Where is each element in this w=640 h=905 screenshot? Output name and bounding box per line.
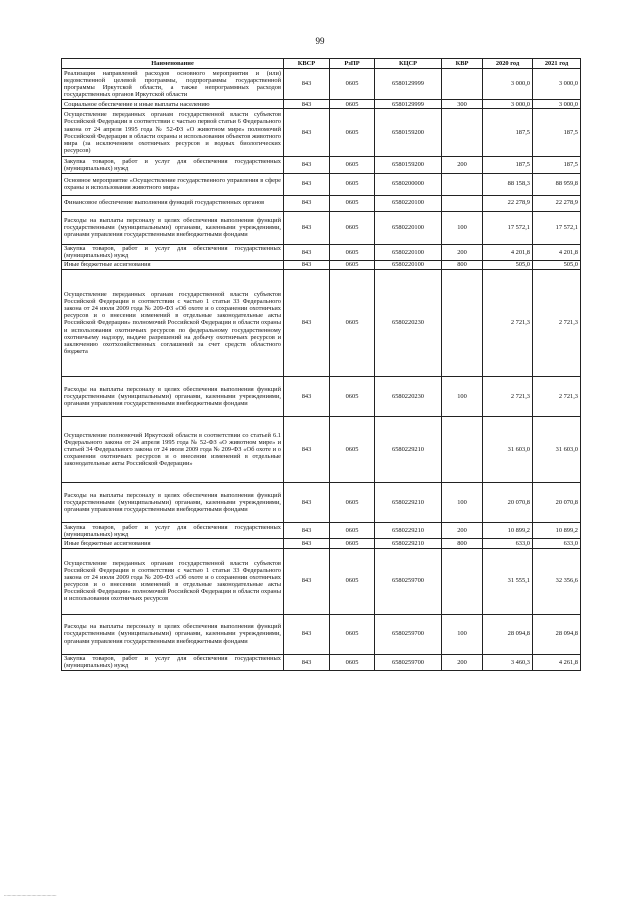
row-name: Расходы на выплаты персоналу в целях обеспечения выполнения функций государственными (муниципальными) органами, казенными учреждениями, органами управления государственными внебюджетными фондами	[62, 614, 284, 654]
table-row	[62, 173, 581, 195]
budget-table	[61, 58, 581, 671]
row-kvsr: 843	[284, 157, 330, 173]
row-2020: 10 899,2	[483, 523, 533, 539]
row-2020: 31 555,1	[483, 548, 533, 614]
row-2020: 17 572,1	[483, 211, 533, 244]
table-row	[62, 244, 581, 260]
row-name: Реализация направлений расходов основного мероприятия и (или) ведомственной целевой программы, подпрограммы государственной программы Иркутской области, а также непрограммных расходов государственных органов Иркутской области	[62, 69, 284, 100]
table-header-row	[62, 59, 581, 69]
row-2021: 2 721,3	[533, 377, 581, 417]
row-kvr	[442, 109, 483, 157]
row-kvsr: 843	[284, 211, 330, 244]
row-2021: 187,5	[533, 109, 581, 157]
row-rzpr: 0605	[330, 195, 375, 211]
table-row	[62, 195, 581, 211]
row-kcsr: 6580220230	[375, 377, 442, 417]
row-name: Иные бюджетные ассигнования	[62, 539, 284, 548]
table-row	[62, 483, 581, 523]
row-name: Осуществление переданных органам государственной власти субъектов Российской Федерации в соответствии с частью 1 статьи 33 Федерального закона от 24 июля 2009 года № 209-ФЗ «Об охоте и о сохранении охотничьих ресурсов и о внесении изменений в отдельные законодательные акты Российской Федерации» полномочий Российской Федерации в области охраны и использования охотничьих ресурсов по федеральному государственному охотничьему надзору, выдаче разрешений на добычу охотничьих ресурсов и заключению охотхозяйственных соглашений за счет средств областного бюджета	[62, 270, 284, 377]
row-2020: 31 603,0	[483, 417, 533, 483]
table-row	[62, 523, 581, 539]
row-2020: 88 158,3	[483, 173, 533, 195]
row-kvr	[442, 417, 483, 483]
row-2020: 633,0	[483, 539, 533, 548]
row-kcsr: 6580220100	[375, 195, 442, 211]
row-kcsr: 6580159200	[375, 109, 442, 157]
table-row	[62, 211, 581, 244]
row-2021: 3 000,0	[533, 69, 581, 100]
row-rzpr: 0605	[330, 173, 375, 195]
header-rzpr: РзПР	[330, 59, 375, 69]
row-rzpr: 0605	[330, 244, 375, 260]
row-rzpr: 0605	[330, 654, 375, 670]
table-row	[62, 270, 581, 377]
row-2021: 20 070,8	[533, 483, 581, 523]
row-name: Закупка товаров, работ и услуг для обеспечения государственных (муниципальных) нужд	[62, 654, 284, 670]
row-kcsr: 6580159200	[375, 157, 442, 173]
row-kcsr: 6580220230	[375, 270, 442, 377]
row-kvr	[442, 195, 483, 211]
row-kcsr: 6580229210	[375, 417, 442, 483]
row-kvr: 200	[442, 244, 483, 260]
row-kvsr: 843	[284, 654, 330, 670]
row-rzpr: 0605	[330, 260, 375, 269]
row-2020: 20 070,8	[483, 483, 533, 523]
row-name: Закупка товаров, работ и услуг для обеспечения государственных (муниципальных) нужд	[62, 244, 284, 260]
row-rzpr: 0605	[330, 523, 375, 539]
row-kvsr: 843	[284, 377, 330, 417]
row-kvr: 100	[442, 483, 483, 523]
row-kvsr: 843	[284, 100, 330, 109]
row-2020: 28 094,8	[483, 614, 533, 654]
table-row	[62, 654, 581, 670]
row-kvsr: 843	[284, 523, 330, 539]
row-2020: 4 201,8	[483, 244, 533, 260]
row-kvr: 200	[442, 523, 483, 539]
row-2021: 28 094,8	[533, 614, 581, 654]
header-name: Наименование	[62, 59, 284, 69]
header-kcsr: КЦСР	[375, 59, 442, 69]
row-kvr: 300	[442, 100, 483, 109]
header-kvr: КВР	[442, 59, 483, 69]
row-kcsr: 6580200000	[375, 173, 442, 195]
row-kvsr: 843	[284, 614, 330, 654]
row-kcsr: 6580220100	[375, 244, 442, 260]
row-kvsr: 843	[284, 260, 330, 269]
row-2020: 3 000,0	[483, 69, 533, 100]
row-name: Закупка товаров, работ и услуг для обеспечения государственных (муниципальных) нужд	[62, 157, 284, 173]
row-kvr	[442, 173, 483, 195]
row-kvsr: 843	[284, 539, 330, 548]
row-kvr: 100	[442, 377, 483, 417]
row-2021: 633,0	[533, 539, 581, 548]
table-row	[62, 100, 581, 109]
row-2021: 2 721,3	[533, 270, 581, 377]
row-name: Осуществление переданных органам государственной власти субъектов Российской Федерации в соответствии с частью 1 статьи 33 Федерального закона от 24 июля 2009 года № 209-ФЗ «Об охоте и о сохранении охотничьих ресурсов и о внесении изменений в отдельные законодательные акты Российской Федерации» полномочий Российской Федерации в области охраны и использования охотничьих ресурсов	[62, 548, 284, 614]
row-kcsr: 6580229210	[375, 483, 442, 523]
row-kvsr: 843	[284, 548, 330, 614]
table-row	[62, 417, 581, 483]
row-kcsr: 6580229210	[375, 523, 442, 539]
row-kcsr: 6580259700	[375, 548, 442, 614]
header-2021: 2021 год	[533, 59, 581, 69]
row-name: Социальное обеспечение и иные выплаты населению	[62, 100, 284, 109]
row-2020: 187,5	[483, 109, 533, 157]
row-kvr: 800	[442, 260, 483, 269]
row-2021: 4 261,8	[533, 654, 581, 670]
row-kvr: 100	[442, 211, 483, 244]
row-kvr	[442, 548, 483, 614]
row-2020: 22 278,9	[483, 195, 533, 211]
row-kvsr: 843	[284, 270, 330, 377]
page-number: 99	[315, 36, 325, 46]
row-kcsr: 6580129999	[375, 69, 442, 100]
row-2021: 3 000,0	[533, 100, 581, 109]
row-2020: 3 000,0	[483, 100, 533, 109]
row-kvsr: 843	[284, 417, 330, 483]
row-kcsr: 6580220100	[375, 211, 442, 244]
row-name: Расходы на выплаты персоналу в целях обеспечения выполнения функций государственными (муниципальными) органами, казенными учреждениями, органами управления государственными внебюджетными фондами	[62, 211, 284, 244]
row-kcsr: 6580259700	[375, 614, 442, 654]
row-2021: 22 278,9	[533, 195, 581, 211]
header-kvsr: КВСР	[284, 59, 330, 69]
row-kvsr: 843	[284, 69, 330, 100]
table-row	[62, 539, 581, 548]
table-row	[62, 614, 581, 654]
row-kvsr: 843	[284, 195, 330, 211]
row-name: Расходы на выплаты персоналу в целях обеспечения выполнения функций государственными (муниципальными) органами, казенными учреждениями, органами управления государственными внебюджетными фондами	[62, 483, 284, 523]
table-row	[62, 69, 581, 100]
row-name: Иные бюджетные ассигнования	[62, 260, 284, 269]
row-kvr: 200	[442, 654, 483, 670]
table-row	[62, 260, 581, 269]
row-kcsr: 6580220100	[375, 260, 442, 269]
row-kvr	[442, 69, 483, 100]
row-rzpr: 0605	[330, 377, 375, 417]
row-2021: 17 572,1	[533, 211, 581, 244]
row-2021: 32 356,6	[533, 548, 581, 614]
row-name: Осуществление переданных органам государственной власти субъектов Российской Федерации в соответствии с частью первой статьи 6 Федерального закона от 24 апреля 1995 года № 52-ФЗ «О животном мире» полномочий Российской Федерации в области охраны и использования объектов животного мира (за исключением охотничьих ресурсов и водных биологических ресурсов)	[62, 109, 284, 157]
row-2020: 2 721,3	[483, 377, 533, 417]
row-rzpr: 0605	[330, 417, 375, 483]
row-2020: 2 721,3	[483, 270, 533, 377]
row-kvr: 100	[442, 614, 483, 654]
row-kvr: 200	[442, 157, 483, 173]
table-row	[62, 377, 581, 417]
row-kvsr: 843	[284, 244, 330, 260]
row-name: Основное мероприятие «Осуществление государственного управления в сфере охраны и использования животного мира»	[62, 173, 284, 195]
row-rzpr: 0605	[330, 614, 375, 654]
row-rzpr: 0605	[330, 483, 375, 523]
row-kvsr: 843	[284, 483, 330, 523]
row-2020: 187,5	[483, 157, 533, 173]
row-2021: 187,5	[533, 157, 581, 173]
table-row	[62, 157, 581, 173]
row-kcsr: 6580129999	[375, 100, 442, 109]
row-rzpr: 0605	[330, 539, 375, 548]
table-row	[62, 548, 581, 614]
row-rzpr: 0605	[330, 100, 375, 109]
row-rzpr: 0605	[330, 211, 375, 244]
row-kvr: 800	[442, 539, 483, 548]
row-name: Расходы на выплаты персоналу в целях обеспечения выполнения функций государственными (муниципальными) органами, казенными учреждениями, органами управления государственными внебюджетными фондами	[62, 377, 284, 417]
row-kvsr: 843	[284, 109, 330, 157]
row-2021: 10 899,2	[533, 523, 581, 539]
table-row	[62, 109, 581, 157]
row-2020: 3 460,3	[483, 654, 533, 670]
row-name: Закупка товаров, работ и услуг для обеспечения государственных (муниципальных) нужд	[62, 523, 284, 539]
row-2021: 88 959,8	[533, 173, 581, 195]
row-2020: 505,0	[483, 260, 533, 269]
row-rzpr: 0605	[330, 157, 375, 173]
row-kvsr: 843	[284, 173, 330, 195]
row-kcsr: 6580229210	[375, 539, 442, 548]
row-name: Осуществление полномочий Иркутской области в соответствии со статьей 6.1 Федерального закона от 24 апреля 1995 года № 52-ФЗ «О животном мире» и статьей 34 Федерального закона от 24 июля 2009 года № 209-ФЗ «Об охоте и о сохранении охотничьих ресурсов и о внесении изменений в отдельные законодательные акты Российской Федерации»	[62, 417, 284, 483]
row-2021: 31 603,0	[533, 417, 581, 483]
row-kvr	[442, 270, 483, 377]
row-rzpr: 0605	[330, 69, 375, 100]
row-2021: 4 201,8	[533, 244, 581, 260]
footer-mark: ..........................................	[4, 893, 57, 898]
row-rzpr: 0605	[330, 548, 375, 614]
header-2020: 2020 год	[483, 59, 533, 69]
row-kcsr: 6580259700	[375, 654, 442, 670]
row-name: Финансовое обеспечение выполнения функций государственных органов	[62, 195, 284, 211]
row-rzpr: 0605	[330, 270, 375, 377]
row-2021: 505,0	[533, 260, 581, 269]
row-rzpr: 0605	[330, 109, 375, 157]
